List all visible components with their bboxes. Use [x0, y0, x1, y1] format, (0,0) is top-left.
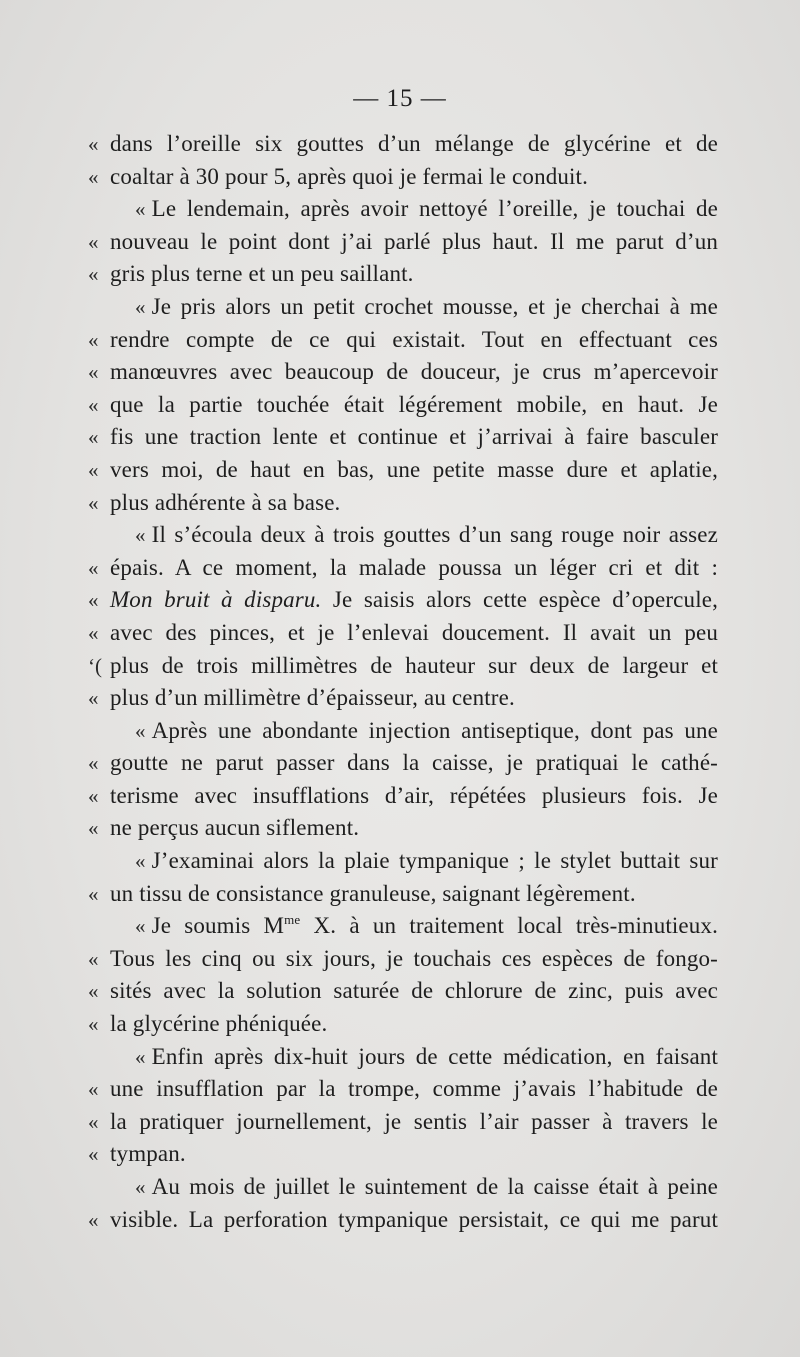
line-text: plus de trois millimètres de hauteur sur deux de largeur et — [110, 652, 718, 678]
line-text-after: X. à un traitement local très-minutieux. — [300, 913, 718, 939]
line-text: visible. La perforation tympanique persistait, ce qui me parut — [110, 1206, 718, 1232]
line-text: ne perçus aucun siflement. — [110, 815, 360, 841]
line-text: fis une traction lente et continue et j’arrivai à faire basculer — [110, 424, 718, 450]
line-text: vers moi, de haut en bas, une petite masse dure et aplatie, — [110, 456, 718, 482]
line-content — [110, 324, 718, 356]
line-text: la glycérine phéniquée. — [110, 1011, 328, 1037]
quote-mark: « — [88, 229, 99, 254]
text-line — [0, 780, 800, 813]
line-text: J’examinai alors la plaie tympanique ; le stylet buttait sur — [151, 848, 718, 874]
quote-mark: « — [88, 164, 99, 189]
text-line — [0, 193, 800, 226]
line-text: gris plus terne et un peu saillant. — [110, 261, 414, 287]
text-line — [0, 356, 800, 389]
line-content — [110, 389, 718, 421]
text-line — [0, 1073, 800, 1106]
line-content — [110, 454, 718, 486]
text-line — [0, 258, 800, 291]
quote-mark: « — [88, 979, 99, 1004]
line-content — [110, 1073, 718, 1105]
line-content — [110, 617, 718, 649]
line-content — [110, 878, 718, 910]
line-content — [135, 715, 718, 747]
line-text: plus d’un millimètre d’épaisseur, au centre. — [110, 685, 515, 711]
quote-mark: « — [88, 360, 99, 385]
line-content — [135, 1041, 718, 1073]
line-text: goutte ne parut passer dans la caisse, je pratiquai le cathé- — [110, 750, 718, 776]
line-text: rendre compte de ce qui existait. Tout en effectuant ces — [110, 326, 718, 352]
text-line — [0, 1008, 800, 1041]
text-line — [0, 617, 800, 650]
text-line — [0, 975, 800, 1008]
line-text: Enfin après dix-huit jours de cette médication, en faisant — [151, 1043, 718, 1069]
line-text: nouveau le point dont j’ai parlé plus haut. Il me parut d’un — [110, 228, 718, 254]
line-text: Tous les cinq ou six jours, je touchais ces espèces de fongo- — [110, 945, 718, 971]
text-line — [0, 650, 800, 683]
line-content — [135, 291, 718, 323]
line-text: la pratiquer journellement, je sentis l’air passer à travers le — [110, 1108, 718, 1134]
superscript-abbrev: me — [284, 912, 301, 928]
line-text: Au mois de juillet le suintement de la caisse était à peine — [151, 1174, 718, 1199]
quote-mark: « — [88, 262, 99, 287]
text-line — [0, 584, 800, 617]
line-text: Je soumis M — [151, 913, 285, 939]
quote-mark: « — [88, 457, 99, 482]
body-text — [0, 128, 800, 1236]
quote-mark: « — [88, 1012, 99, 1037]
line-text: plus adhérente à sa base. — [110, 489, 341, 515]
line-content — [110, 552, 718, 584]
line-content — [110, 1204, 718, 1236]
page-number: — 15 — — [353, 85, 447, 112]
italic-phrase: Mon bruit à disparu. — [110, 587, 322, 613]
quote-mark: « — [88, 816, 99, 841]
line-text: sités avec la solution saturée de chlorure de zinc, puis avec — [110, 978, 718, 1004]
text-line — [0, 1041, 800, 1074]
text-line — [0, 128, 800, 161]
line-text: Je pris alors un petit crochet mousse, et je cherchai à me — [151, 293, 718, 319]
line-text: avec des pinces, et je l’enlevai doucement. Il avait un peu — [110, 619, 718, 645]
line-text: tympan. — [110, 1141, 186, 1167]
text-line — [0, 747, 800, 780]
quote-mark: « — [88, 881, 99, 906]
quote-mark: « — [88, 392, 99, 417]
quote-mark: « — [135, 294, 146, 319]
text-line — [0, 161, 800, 194]
text-line — [0, 552, 800, 585]
text-line — [0, 845, 800, 878]
text-line — [0, 226, 800, 259]
line-content — [110, 812, 718, 844]
quote-mark: « — [88, 327, 99, 352]
quote-mark: « — [135, 523, 146, 548]
text-line — [0, 878, 800, 911]
line-text: Après une abondante injection antiseptique, dont pas une — [151, 717, 718, 743]
line-content — [110, 487, 718, 519]
line-content — [110, 226, 718, 258]
text-line — [0, 454, 800, 487]
quote-mark: « — [135, 914, 146, 939]
text-line — [0, 519, 800, 552]
quote-mark: « — [88, 1142, 99, 1167]
line-content — [135, 193, 718, 225]
quote-mark: « — [88, 132, 99, 156]
text-line — [0, 487, 800, 520]
line-content — [110, 421, 718, 453]
line-content — [110, 1106, 718, 1138]
text-line — [0, 682, 800, 715]
line-content — [110, 258, 718, 290]
line-text: Il s’écoula deux à trois gouttes d’un sang rouge noir assez — [151, 522, 718, 548]
text-line — [0, 910, 800, 943]
line-content — [110, 1138, 718, 1170]
quote-mark: « — [135, 1044, 146, 1069]
quote-mark: « — [88, 946, 99, 971]
line-text: dans l’oreille six gouttes d’un mélange de glycérine et de — [110, 131, 718, 156]
text-line — [0, 1171, 800, 1204]
text-line — [0, 943, 800, 976]
quote-mark: « — [135, 718, 146, 743]
line-text: une insufflation par la trompe, comme j’avais l’habitude de — [110, 1076, 718, 1102]
text-line — [0, 715, 800, 748]
quote-mark: « — [88, 1077, 99, 1102]
text-line — [0, 421, 800, 454]
quote-mark: ‘( — [88, 653, 102, 678]
line-text: que la partie touchée était légérement mobile, en haut. Je — [110, 391, 718, 417]
line-content — [110, 975, 718, 1007]
line-content — [110, 650, 718, 682]
quote-mark: « — [88, 751, 99, 776]
quote-mark: « — [135, 849, 146, 874]
line-content — [110, 943, 718, 975]
line-content — [110, 128, 718, 160]
line-content — [110, 584, 718, 616]
line-text: Le lendemain, après avoir nettoyé l’oreille, je touchai de — [151, 196, 718, 222]
quote-mark: « — [135, 1175, 146, 1199]
quote-mark: « — [88, 555, 99, 580]
line-content — [110, 356, 718, 388]
line-text: un tissu de consistance granuleuse, saignant légèrement. — [110, 880, 636, 906]
quote-mark: « — [135, 197, 146, 222]
text-line — [0, 324, 800, 357]
line-text: manœuvres avec beaucoup de douceur, je crus m’apercevoir — [110, 359, 718, 385]
line-content — [110, 161, 718, 193]
line-content — [135, 845, 718, 877]
line-content — [110, 1008, 718, 1040]
line-content — [110, 682, 718, 714]
quote-mark: « — [88, 686, 99, 711]
line-text: coaltar à 30 pour 5, après quoi je fermai le conduit. — [110, 163, 589, 189]
text-line — [0, 1204, 800, 1237]
text-line — [0, 1106, 800, 1139]
quote-mark: « — [88, 620, 99, 645]
line-content — [135, 519, 718, 551]
text-line — [0, 389, 800, 422]
quote-mark: « — [88, 425, 99, 450]
quote-mark: « — [88, 490, 99, 515]
line-content — [135, 910, 718, 942]
quote-mark: « — [88, 1109, 99, 1134]
text-line — [0, 291, 800, 324]
line-content — [110, 780, 718, 812]
quote-mark: « — [88, 588, 99, 613]
line-content — [135, 1171, 718, 1203]
quote-mark: « — [88, 783, 99, 808]
line-text: Je saisis alors cette espèce d’opercule, — [321, 587, 718, 613]
line-text: terisme avec insufflations d’air, répétées plusieurs fois. Je — [110, 782, 718, 808]
text-line — [0, 812, 800, 845]
line-content — [110, 747, 718, 779]
quote-mark: « — [88, 1207, 99, 1232]
text-line — [0, 1138, 800, 1171]
line-text: épais. A ce moment, la malade poussa un léger cri et dit : — [110, 554, 718, 580]
